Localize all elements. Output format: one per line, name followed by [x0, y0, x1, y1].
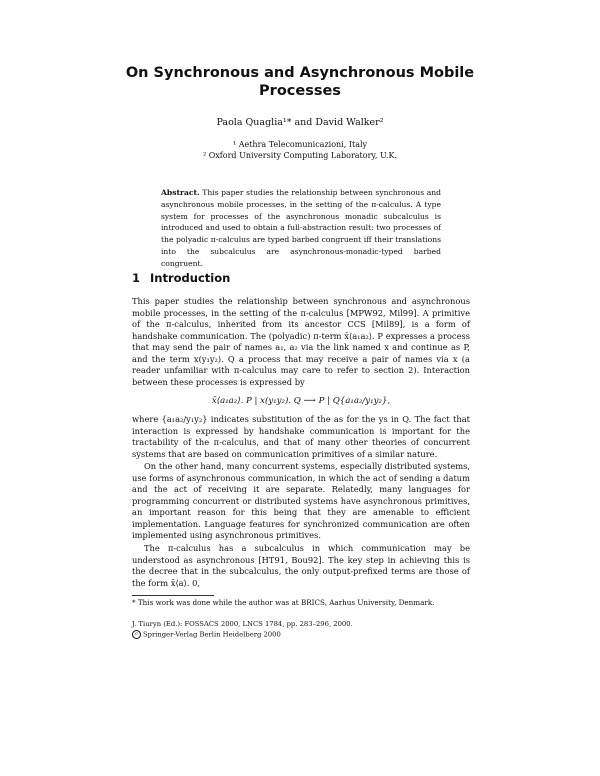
affiliation-2: ² Oxford University Computing Laboratory, U.K.: [202, 151, 398, 160]
paragraph-4: The π-calculus has a subcalculus in which communication may be understood as asynchronous [HT91, Bou92]. The key step in achieving this is the decree that in the subcalculus, the only output-prefixed terms are those of the form x̄⟨a⟩. 0,: [132, 543, 470, 588]
display-formula: x̄⟨a₁a₂⟩. P | x(y₁y₂). Q ⟶ P | Q{a₁a₂/y₁y₂},: [211, 396, 391, 406]
section-heading: [132, 271, 230, 285]
copyright-icon: c: [132, 630, 141, 639]
authors: Paola Quaglia¹* and David Walker²: [216, 117, 384, 128]
footnote-rule: [132, 595, 214, 596]
abstract-label: Abstract.: [161, 188, 200, 197]
imprint-line-2: [132, 630, 281, 640]
section-title: Introduction: [150, 271, 231, 285]
footnote: * This work was done while the author was at BRICS, Aarhus University, Denmark.: [132, 598, 435, 607]
affiliation-1: ¹ Aethra Telecomunicazioni, Italy: [232, 140, 368, 149]
abstract-text: This paper studies the relationship between synchronous and asynchronous mobile processes, in the setting of the π-calculus. A type system for processes of the asynchronous monadic subcalculus is introduced and used to obtain a full-abstraction result: two processes of the polyadic π-calculus are typed barbed congruent iff their translations into the subcalculus are asynchronous-monadic-typed barbed congruent.: [161, 188, 441, 268]
abstract: [161, 187, 441, 270]
title-line-2: Processes: [259, 83, 341, 99]
section-number: 1: [132, 271, 141, 285]
imprint-publisher: Springer-Verlag Berlin Heidelberg 2000: [143, 630, 281, 639]
imprint-line-1: J. Tiuryn (Ed.): FOSSACS 2000, LNCS 1784, pp. 283–296, 2000.: [132, 620, 353, 628]
paragraph-3: On the other hand, many concurrent systems, especially distributed systems, use forms of asynchronous communication, in which the act of sending a datum and the act of receiving it are separate. Relatedly, many languages for programming concurrent or distributed systems have asynchronous primitives, an important reason for this being that they are amenable to efficient implementation. Language features for synchronized communication are often implemented using asynchronous primitives.: [132, 461, 470, 540]
paper-title: [100, 64, 500, 100]
title-line-1: On Synchronous and Asynchronous Mobile: [125, 65, 475, 81]
paragraph-1: This paper studies the relationship between synchronous and asynchronous mobile processes, in the setting of the π-calculus [MPW92, Mil99]. A primitive of the π-calculus, inherited from its ancestor CCS [Mil89], is a form of handshake communication. The (polyadic) π-term x̄⟨a₁a₂⟩. P expresses a process that may send the pair of names a₁, a₂ via the link named x and continue as P, and the term x(y₁y₂). Q a process that may receive a pair of names via x (a reader unfamiliar with π-calculus may care to refer to section 2). Interaction between these processes is expressed by: [132, 296, 470, 387]
paragraph-2: where {a₁a₂/y₁y₂} indicates substitution of the as for the ys in Q. The fact that interaction is expressed by handshake communication is important for the tractability of the π-calculus, and that of many other theories of concurrent systems that are based on communication primitives of a similar nature.: [132, 414, 470, 459]
